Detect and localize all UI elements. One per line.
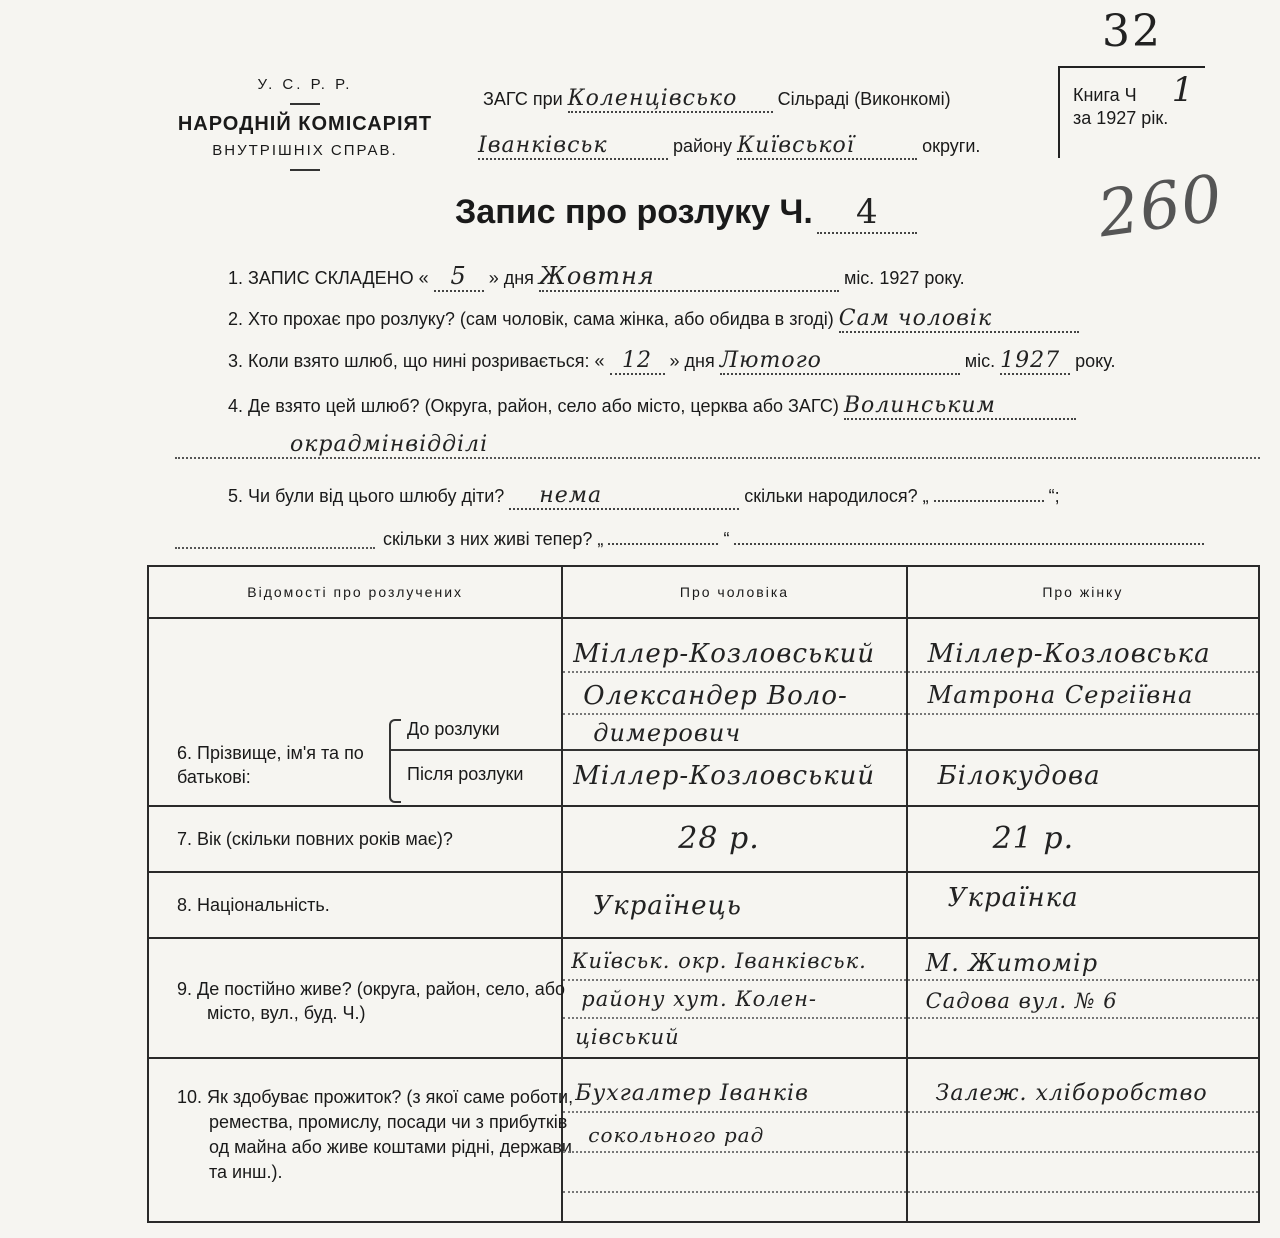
row-6-before: До розлуки [407, 719, 500, 739]
row-8 [148, 872, 1259, 938]
row-8-label-text: 8. Національність. [177, 895, 330, 915]
header-husband: Про чоловіка [562, 566, 906, 618]
zags-prefix: ЗАГС при [483, 89, 563, 109]
q4-answer-2: окрадмінвідділі [290, 432, 489, 457]
row-7-husband [562, 806, 906, 872]
left-header [170, 76, 440, 171]
row-9-wife-1: М. Житомір [925, 949, 1099, 977]
q5-label: 5. Чи були від цього шлюбу діти? [228, 486, 505, 506]
q5-born: скільки народилося? „ [744, 486, 929, 506]
q3-day: 12 [610, 348, 665, 375]
row-10-label [148, 1058, 574, 1222]
husband-before-1: Міллер-Козловський [573, 639, 876, 669]
record-number: 4 [817, 192, 917, 234]
row-10-wife [907, 1058, 1259, 1222]
q5-answer: нема [509, 483, 739, 510]
q4 [228, 393, 1076, 420]
okruha-label: округи. [922, 136, 981, 156]
row-10 [148, 1058, 1259, 1222]
district-label: району [673, 136, 733, 156]
row-7-wife-text: 21 р. [992, 821, 1075, 856]
husband-after: Міллер-Козловський [573, 761, 876, 791]
q2-answer: Сам чоловік [839, 306, 1079, 333]
zags-village: Коленцівсько [568, 86, 773, 113]
republic-label: У. С. Р. Р. [257, 76, 353, 93]
page-number: 32 [1102, 6, 1162, 57]
row-6-husband-cell [562, 618, 906, 806]
row-9-husband [562, 938, 906, 1058]
wife-after: Білокудова [937, 761, 1101, 791]
dept-label: ВНУТРІШНІХ СПРАВ. [212, 142, 398, 159]
q3-mis: міс. [964, 351, 996, 371]
q1-mid: » дня [488, 268, 534, 288]
row-10-husband-2: сокольного рад [588, 1123, 765, 1147]
row-6-after: Після розлуки [407, 764, 524, 784]
record-title: Запис про розлуку Ч. [455, 193, 813, 231]
q2 [228, 306, 1079, 333]
row-9-wife-2: Садова вул. № 6 [925, 989, 1118, 1013]
row-7-label [148, 806, 562, 872]
row-10-wife-1: Залеж. хліборобство [935, 1081, 1208, 1106]
q1-month: Жовтня [539, 262, 839, 292]
district-line [478, 133, 980, 160]
row-6-label-cell [148, 618, 562, 806]
row-8-wife [907, 872, 1259, 938]
q3 [228, 348, 1115, 375]
row-10-husband-1: Бухгалтер Іванків [575, 1081, 809, 1106]
row-10-husband [562, 1058, 906, 1222]
q1-end: міс. 1927 року. [843, 268, 965, 288]
q5-alive-end: “ [723, 529, 730, 549]
row-9-wife [907, 938, 1259, 1058]
q1-label: 1. ЗАПИС СКЛАДЕНО « [228, 268, 429, 288]
q2-label: 2. Хто прохає про розлуку? (сам чоловік, сама жінка, або обидва в згоді) [228, 309, 834, 329]
book-label-line [1073, 70, 1194, 110]
q5 [228, 483, 1060, 510]
row-9-husband-1: Київськ. окр. Іванківськ. [571, 949, 867, 973]
husband-before-2: Олександер Воло- [583, 681, 848, 711]
zags-council: Сільраді (Виконкомі) [777, 89, 951, 109]
q4-line-2 [175, 457, 1260, 459]
row-6-label: 6. Прізвище, ім'я та по батькові: [177, 743, 364, 787]
okruha-name: Київської [737, 133, 917, 160]
row-6 [148, 618, 1259, 806]
row-7-label-text: 7. Вік (скільки повних років має)? [177, 829, 453, 849]
wife-before-1: Міллер-Козловська [927, 639, 1211, 669]
row-7-husband-text: 28 р. [678, 821, 760, 856]
district-name: Іванківськ [478, 133, 668, 160]
margin-note: 260 [1093, 161, 1228, 253]
row-9 [148, 938, 1259, 1058]
header-info: Відомості про розлучених [148, 566, 562, 618]
q3-label: 3. Коли взято шлюб, що нині розривається: « [228, 351, 605, 371]
row-7 [148, 806, 1259, 872]
q3-end: року. [1075, 351, 1116, 371]
q5-line-2 [175, 547, 375, 549]
zags-line [483, 86, 951, 113]
header-wife: Про жінку [907, 566, 1259, 618]
row-8-husband [562, 872, 906, 938]
row-9-husband-3: цівський [575, 1025, 680, 1049]
commissariat-label: НАРОДНІЙ КОМІСАРІЯТ [177, 113, 433, 135]
table-header-row [148, 566, 1259, 618]
q5-alive: скільки з них живі тепер? „ [383, 529, 604, 549]
row-9-label [148, 938, 566, 1058]
q4-label: 4. Де взято цей шлюб? (Округа, район, село або місто, церква або ЗАГС) [228, 396, 839, 416]
row-9-label-text: 9. Де постійно живе? (округа, район, село, або місто, вул., буд. Ч.) [177, 979, 566, 1023]
row-10-label-text: 10. Як здобуває прожиток? (з якої саме роботи, ремества, промислу, посади чи з прибутків од майна або живе коштами рідні, держави та инш.). [177, 1087, 574, 1182]
row-7-wife [907, 806, 1259, 872]
q1-day: 5 [434, 262, 484, 292]
row-6-wife-cell [907, 618, 1259, 806]
q4-answer: Волинським [844, 393, 1076, 420]
q5-born-end: “; [1048, 486, 1060, 506]
q1 [228, 262, 965, 292]
book-year: за 1927 рік. [1073, 108, 1169, 128]
book-number: 1 [1171, 70, 1195, 110]
row-8-wife-text: Українка [947, 883, 1079, 913]
book-label: Книга Ч [1073, 85, 1137, 105]
q3-mid: » дня [669, 351, 715, 371]
q3-year: 1927 [1000, 348, 1070, 375]
q3-month: Лютого [720, 348, 960, 375]
wife-before-2: Матрона Сергіївна [927, 681, 1194, 709]
row-9-husband-2: району хут. Колен- [581, 987, 818, 1011]
row-8-husband-text: Українець [593, 891, 742, 921]
husband-before-3: димерович [593, 719, 742, 747]
record-title-line [455, 192, 917, 234]
row-8-label [148, 872, 562, 938]
divorce-table [147, 565, 1260, 1223]
q5-alive-line [383, 529, 1204, 550]
